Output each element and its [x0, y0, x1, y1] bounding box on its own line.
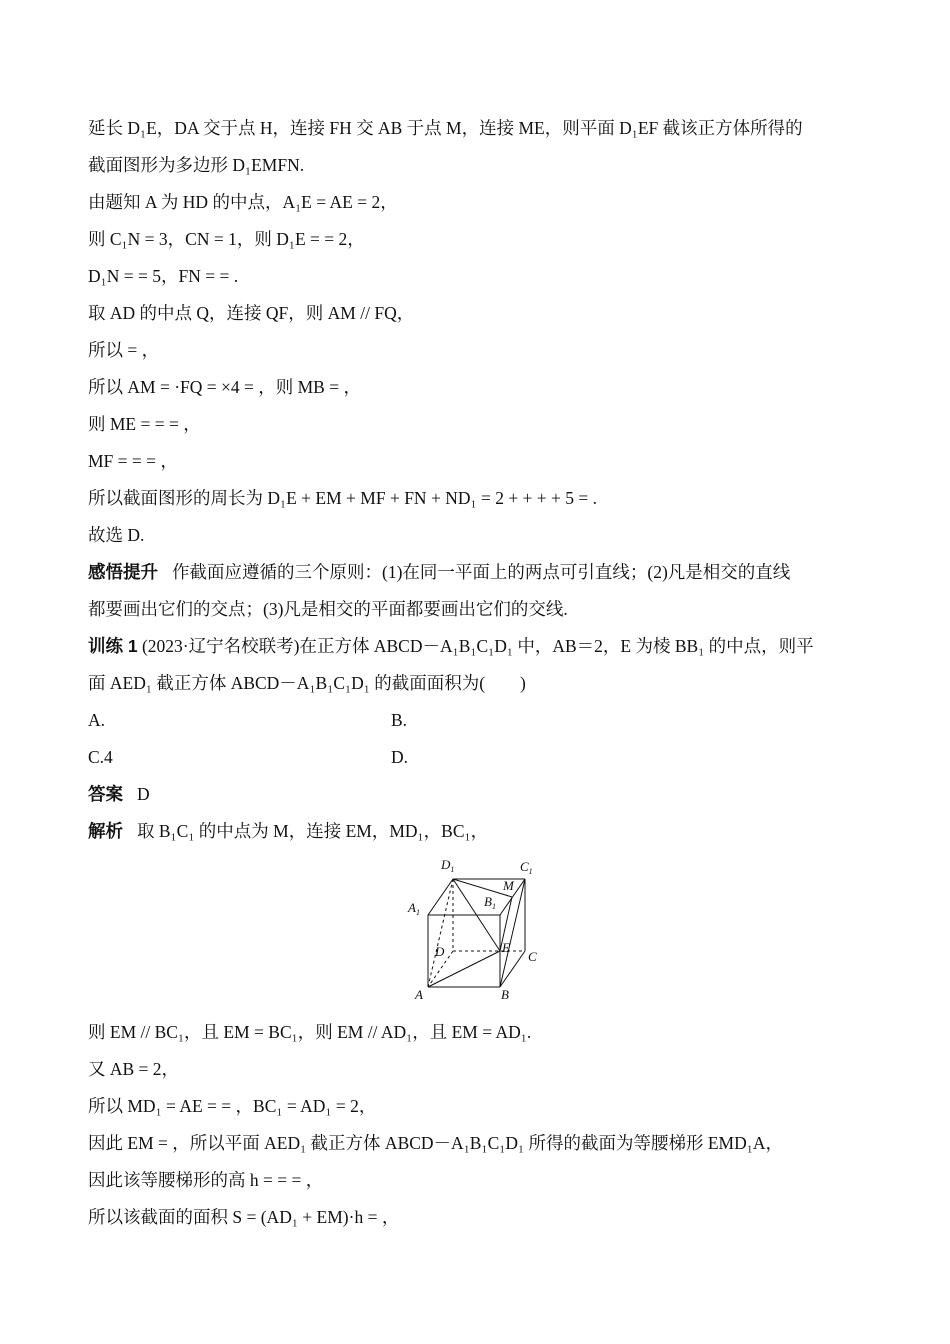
insight-line-1: [88, 560, 790, 584]
text-line: 由题知 A 为 HD 的中点，A₁E = AE = 2，: [88, 192, 398, 212]
label-b1: $B_1$: [484, 894, 496, 911]
training-text: (2023·辽宁名校联考)在正方体 ABCD－A₁B₁C₁D₁ 中，AB＝2，E 为棱 BB₁ 的中点，则平: [141, 636, 814, 656]
cube-figure: [400, 852, 550, 1004]
text-line: 因此该等腰梯形的高 h = = = ，: [88, 1170, 324, 1190]
option-a: A.: [88, 710, 106, 730]
text-line: 所以 AM = ·FQ = ×4 = ，则 MB = ，: [88, 377, 361, 397]
label-a: A: [415, 987, 423, 1002]
analysis-line: [88, 819, 488, 843]
analysis-text: 取 B₁C₁ 的中点为 M，连接 EM，MD₁，BC₁，: [137, 821, 489, 841]
text-line: 则 ME = = = ，: [88, 414, 201, 434]
option-d: D.: [391, 747, 409, 767]
option-c: C.4: [88, 747, 113, 767]
label-d1: $D_1$: [441, 857, 455, 874]
insight-label: 感悟提升: [88, 562, 158, 582]
text-line: 所以 = ，: [88, 340, 160, 360]
training-label: 训练 1: [88, 636, 138, 656]
text-line: 则 C₁N = 3，CN = 1，则 D₁E = = 2，: [88, 229, 365, 249]
label-c: C: [528, 949, 537, 964]
text-line: MF = = = ，: [88, 451, 178, 471]
insight-text: 作截面应遵循的三个原则：(1)在同一平面上的两点可引直线；(2)凡是相交的直线: [172, 562, 791, 582]
label-d: D: [435, 944, 445, 959]
option-b: B.: [391, 710, 408, 730]
text-line: 所以该截面的面积 S = (AD₁ + EM)·h = ，: [88, 1207, 400, 1227]
text-line: 所以截面图形的周长为 D₁E + EM + MF + FN + ND₁ = 2 + + + + 5 = .: [88, 488, 598, 508]
text-line: D₁N = = 5，FN = = .: [88, 266, 239, 286]
answer-label: 答案: [88, 784, 123, 804]
text-line: 取 AD 的中点 Q，连接 QF，则 AM // FQ，: [88, 303, 415, 323]
label-e: E: [502, 940, 510, 955]
label-m: M: [503, 878, 514, 893]
hidden-line-ad1: [428, 879, 453, 987]
insight-line-2: 都要画出它们的交点；(3)凡是相交的平面都要画出它们的交线.: [88, 599, 568, 619]
text-line: 延长 D₁E，DA 交于点 H，连接 FH 交 AB 于点 M，连接 ME，则平面 D₁EF 截该正方体所得的: [88, 118, 803, 138]
text-line: 故选 D.: [88, 525, 145, 545]
text-line: 又 AB = 2，: [88, 1059, 180, 1079]
label-a1: $A_1$: [408, 900, 420, 917]
text-line: 因此 EM = ，所以平面 AED₁ 截正方体 ABCD－A₁B₁C₁D₁ 所得的截面为等腰梯形 EMD₁A，: [88, 1133, 783, 1153]
text-line: 截面图形为多边形 D₁EMFN.: [88, 155, 305, 175]
label-b: B: [501, 987, 509, 1002]
text-line: 则 EM // BC₁，且 EM = BC₁，则 EM // AD₁，且 EM = AD₁.: [88, 1022, 532, 1042]
analysis-label: 解析: [88, 821, 123, 841]
training-line-1: [88, 634, 814, 658]
text-line: 所以 MD₁ = AE = = ，BC₁ = AD₁ = 2，: [88, 1096, 377, 1116]
label-c1: $C_1$: [520, 859, 533, 876]
training-line-2: 面 AED₁ 截正方体 ABCD－A₁B₁C₁D₁ 的截面面积为( ): [88, 673, 526, 693]
answer-line: [88, 782, 150, 806]
answer-value: D: [137, 784, 150, 804]
